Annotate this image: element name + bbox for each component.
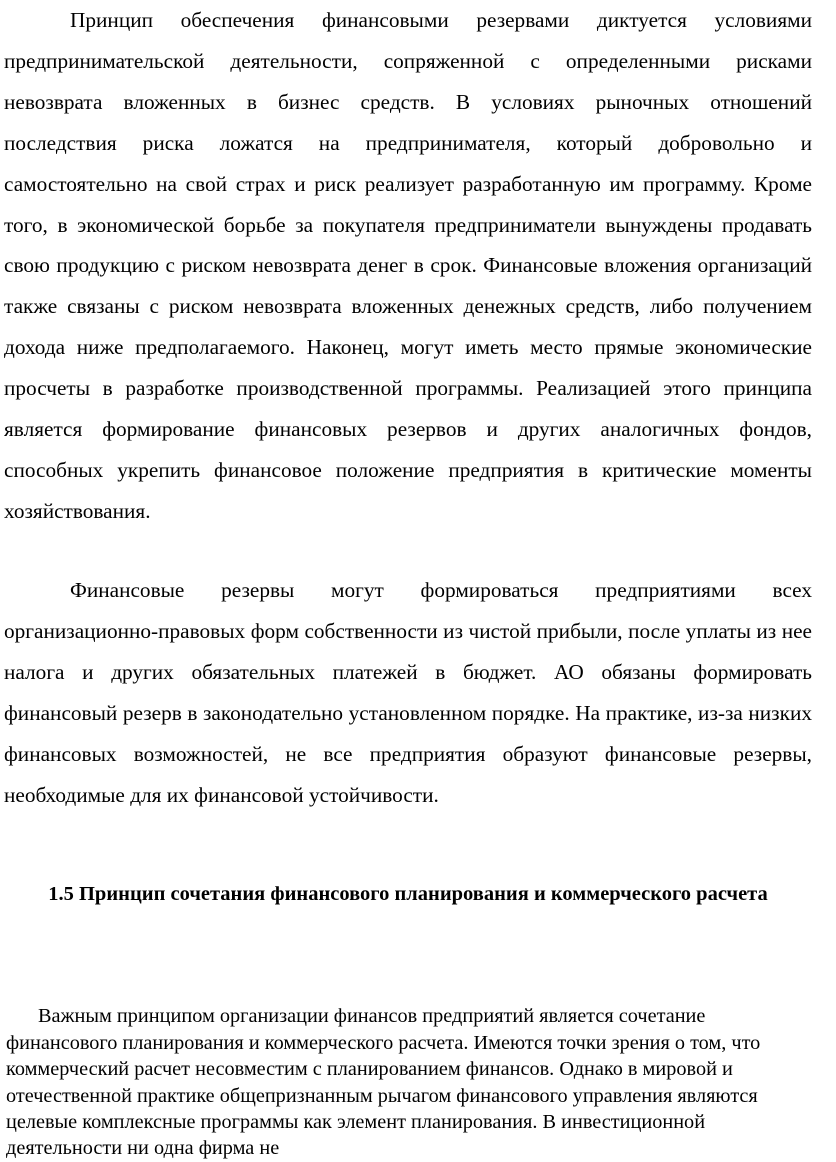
paragraph-financial-reserves-principle: Принцип обеспечения финансовыми резервами диктуется условиями предпринимательской деятельности, сопряженной с определенными рисками невозврата вложенных в бизнес средств. В условиях рыночных отношений последствия риска ложатся на предпринимателя, который добровольно и самостоятельно на свой страх и риск реализует разработанную им программу. Кроме того, в экономической борьбе за покупателя предприниматели вынуждены продавать свою продукцию с риском невозврата денег в срок. Финансовые вложения организаций также связаны с риском невозврата вложенных денежных средств, либо получением дохода ниже предполагаемого. Наконец, могут иметь место прямые экономические просчеты в разработке производственной программы. Реализацией этого принципа является формирование финансовых резервов и других аналогичных фондов, способных укрепить финансовое положение предприятия в критические моменты хозяйствования. — [4, 8, 812, 523]
section-heading: 1.5 Принцип сочетания финансового планирования и коммерческого расчета — [48, 883, 768, 905]
paragraph-planning-and-commercial-calculation: Важным принципом организации финансов предприятий является сочетание финансового планирования и коммерческого расчета. Имеются точки зрения о том, что коммерческий расчет несовместим с планированием финансов. Однако в мировой и отечественной практике общепризнанным рычагом финансового управления являются целевые комплексные программы как элемент планирования. В инвестиционной деятельности ни одна фирма не — [6, 1005, 761, 1160]
paragraph-financial-reserves-formation: Финансовые резервы могут формироваться предприятиями всех организационно-правовых форм собственности из чистой прибыли, после уплаты из нее налога и других обязательных платежей в бюджет. АО обязаны формировать финансовый резерв в законодательно установленном порядке. На практике, из-за низких финансовых возможностей, не все предприятия образуют финансовые резервы, необходимые для их финансовой устойчивости. — [4, 578, 812, 807]
